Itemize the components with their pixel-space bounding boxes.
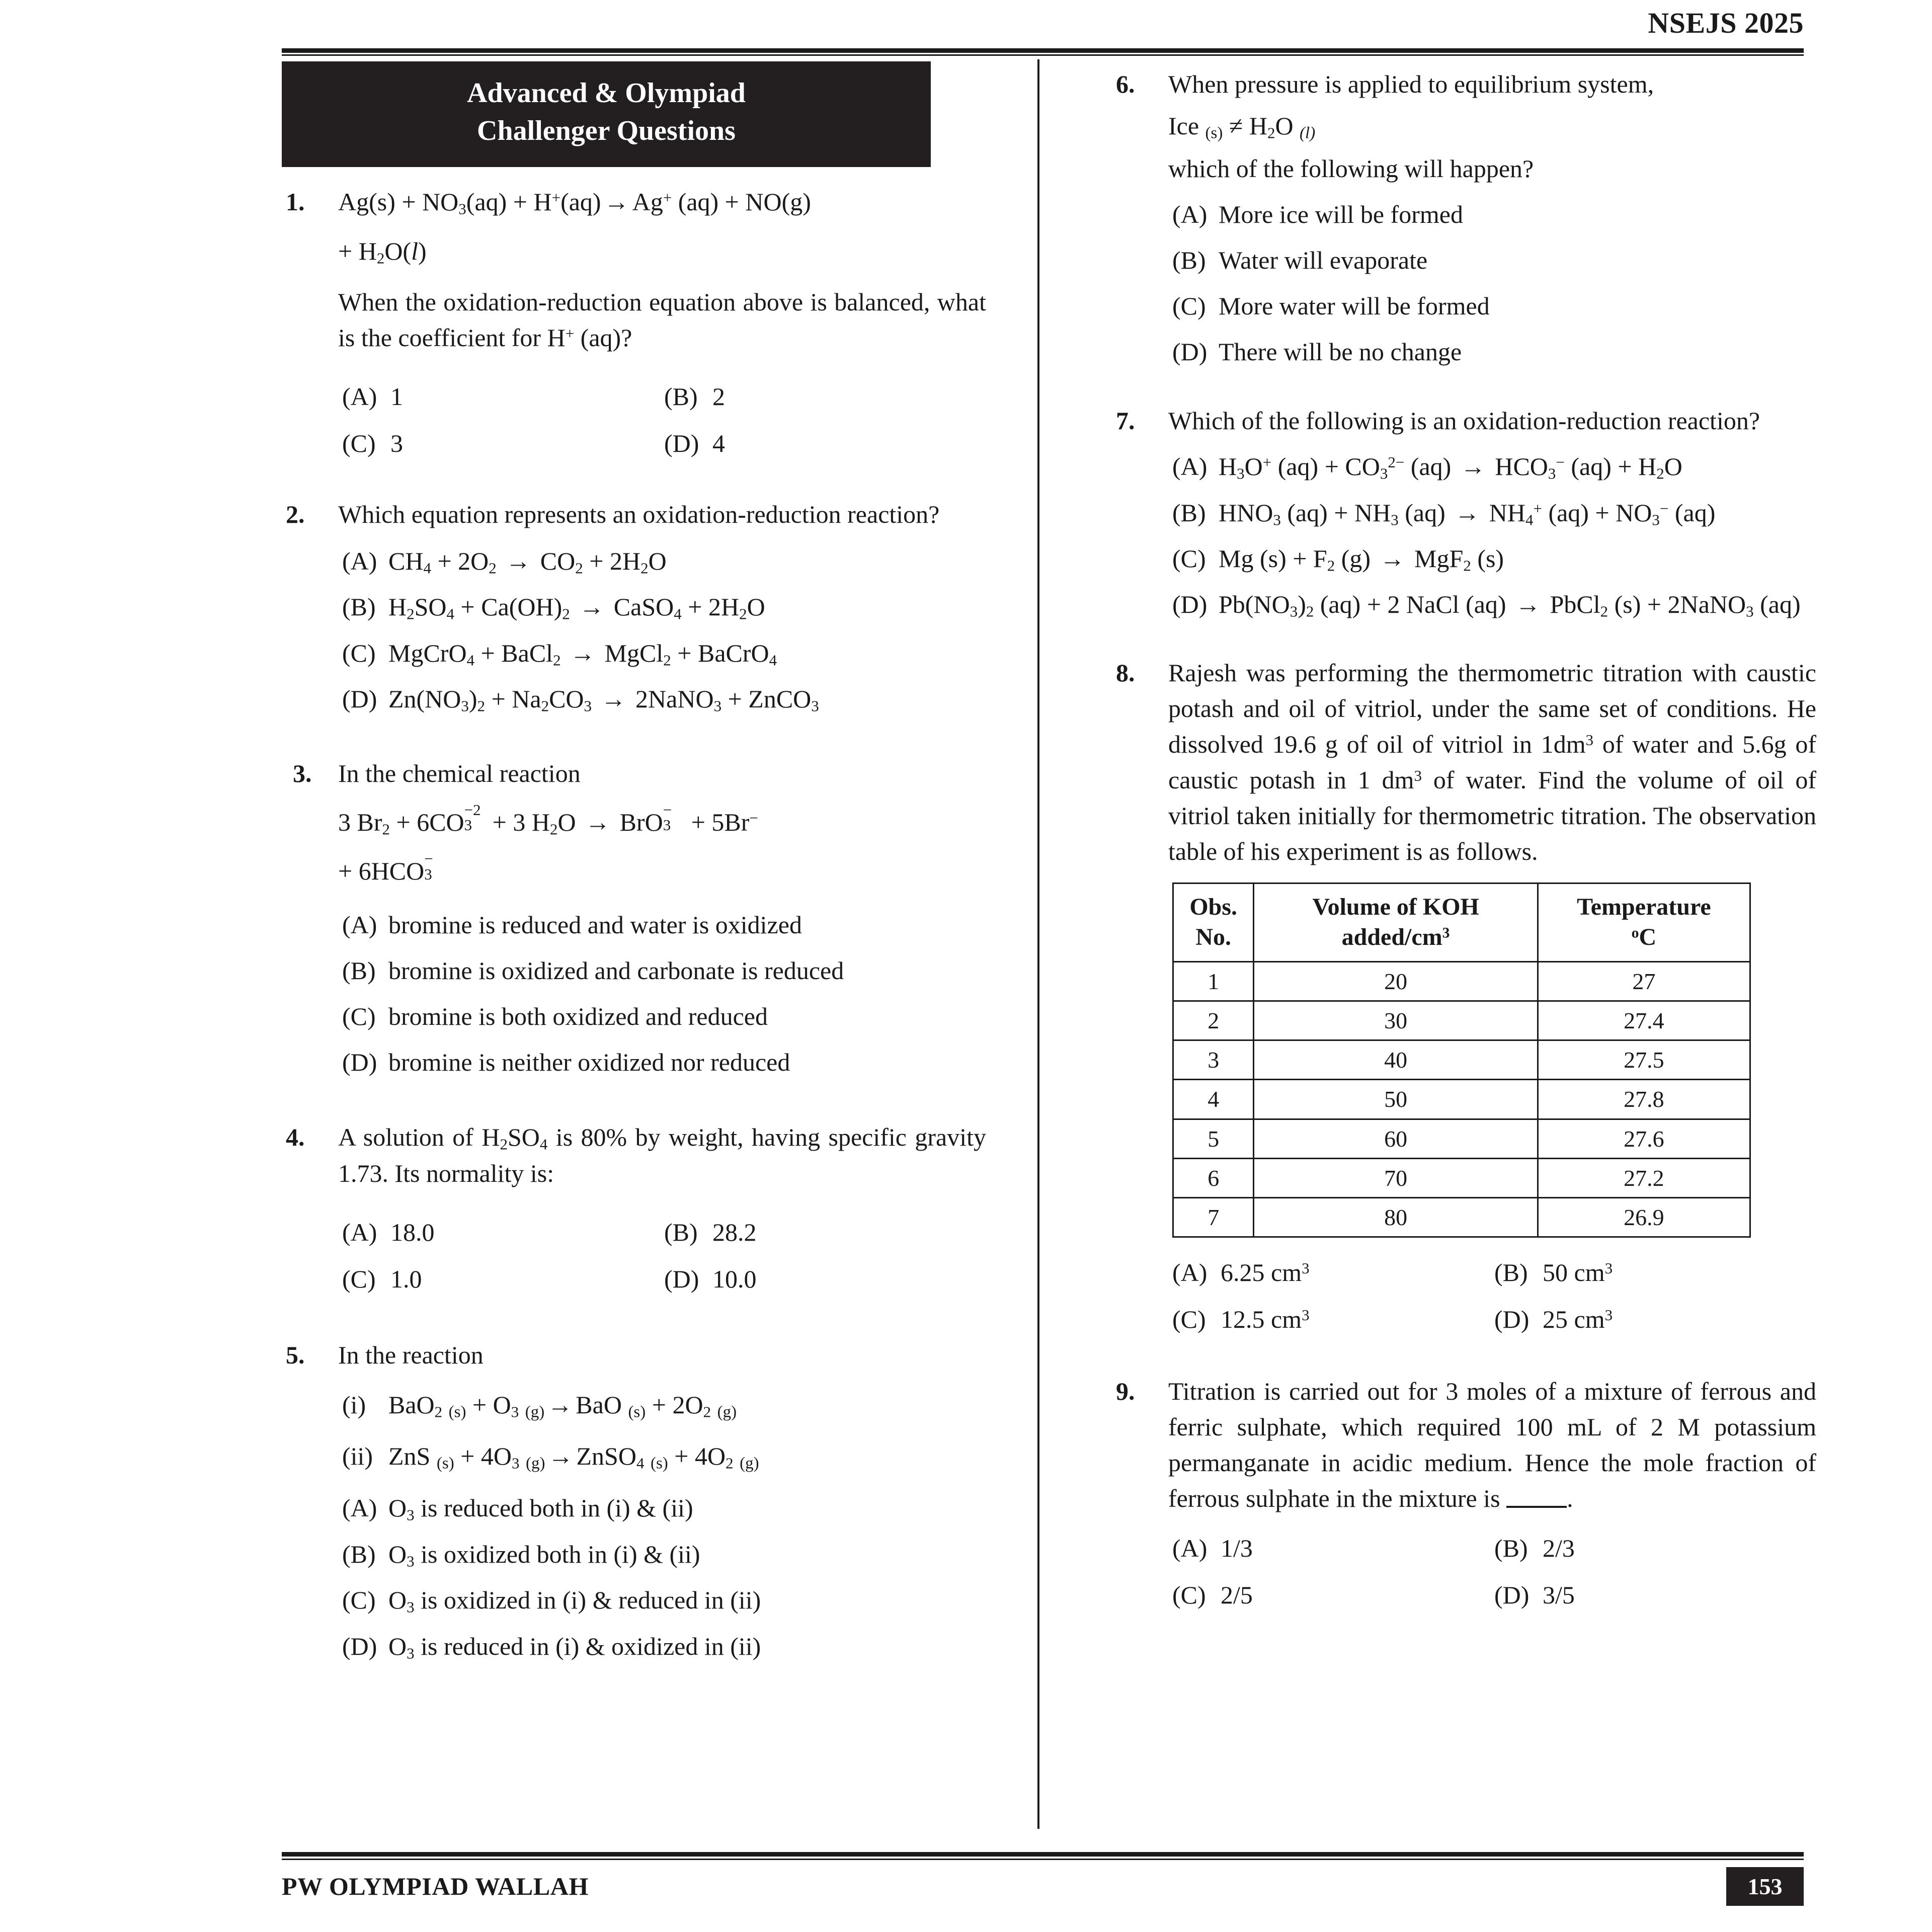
question-5-stem: In the reaction [338,1340,484,1369]
option-text: 2 [712,382,725,411]
option-label: (C) [342,1586,376,1615]
option-label: (B) [664,1218,698,1246]
option-text: $O_3$ is oxidized both in (i) & (ii) [388,1540,700,1570]
eq-frag: (aq) + H [466,188,552,216]
column-header-volume [1254,883,1538,961]
column-header-temperature [1538,883,1750,961]
question-1-equation-line-2 [338,233,986,269]
question-8-stem [1168,655,1816,869]
question-2-stem: Which equation represents an oxidation-reduction reaction? [338,500,940,528]
option-label: (C) [342,429,376,457]
cell-temperature: 27.5 [1538,1040,1750,1080]
option-label: (B) [1172,246,1206,275]
option-sup: 3 [1302,1259,1310,1277]
option-b[interactable] [1168,495,1816,531]
option-text: 18.0 [390,1218,435,1246]
option-text: 1 [390,382,403,411]
option-c[interactable] [1172,1302,1494,1337]
reaction-arrow-icon: → [604,188,629,216]
option-b[interactable] [664,1215,986,1250]
question-9-options [1168,1519,1816,1613]
reaction-arrow-icon: → [506,546,531,575]
option-a[interactable] [342,379,664,415]
option-d[interactable] [338,1629,986,1664]
stem-text: When the oxidation-reduction equation above is balanced, what is the coefficient for H [338,287,986,352]
table-row [1173,961,1750,1001]
question-1-number: 1. [286,188,305,216]
observation-table [1172,882,1751,1238]
table-row [1173,1040,1750,1080]
option-text: 2/3 [1543,1534,1575,1563]
cell-obs: 5 [1173,1119,1254,1158]
cell-volume: 20 [1254,961,1538,1001]
cell-temperature: 27.8 [1538,1080,1750,1119]
option-text: bromine is reduced and water is oxidized [388,911,802,939]
option-label: (D) [1172,338,1208,366]
cell-obs: 6 [1173,1158,1254,1197]
footer-brand: PW OLYMPIAD WALLAH [282,1872,589,1900]
header-line: Volume of KOH [1312,893,1479,920]
question-7-stem: Which of the following is an oxidation-reduction reaction? [1168,407,1760,435]
table-row [1173,1080,1750,1119]
page-number-badge: 153 [1726,1867,1804,1906]
reaction-arrow-icon: → [1460,452,1486,481]
eq-frag: Ag [632,188,663,216]
cell-temperature: 27 [1538,961,1750,1001]
reaction-arrow-icon: → [585,808,611,836]
option-text: More ice will be formed [1219,200,1463,229]
degree-symbol-icon: o [1631,925,1639,942]
stem-tail: (aq)? [574,323,632,352]
option-text: 3/5 [1543,1581,1575,1609]
stem-sub: 4 [539,1135,548,1153]
option-label: (C) [342,1264,376,1293]
option-text: More water will be formed [1219,292,1490,320]
option-d[interactable] [1168,587,1816,622]
option-label: (C) [1172,292,1206,320]
option-label: (A) [1172,452,1208,481]
option-d[interactable] [338,1044,986,1080]
option-a[interactable] [1168,449,1816,485]
question-7-options [1168,449,1816,623]
table-row [1173,1197,1750,1237]
reaction-arrow-icon: → [548,1442,574,1471]
option-label: (C) [342,1002,376,1031]
page-header [282,0,1804,55]
option-equation: $CH_4 + 2O_2 \to CO_2 + 2H_2O$ [388,546,667,577]
eq-sup: + [551,189,561,207]
option-label: (C) [1172,1581,1206,1609]
option-value: 12.5 cm [1221,1305,1302,1334]
reaction-arrow-icon: → [1515,590,1541,619]
option-label: (A) [342,1218,377,1246]
option-label: (D) [342,1632,377,1660]
question-4 [282,1119,986,1297]
option-a[interactable] [1172,1255,1494,1291]
option-text: 1/3 [1221,1534,1253,1563]
table-row [1173,1158,1750,1197]
stem-period: . [1567,1484,1573,1513]
eq-frag: (aq) [560,188,601,216]
stem-sub: 2 [500,1135,508,1153]
option-a[interactable] [1168,197,1816,232]
column-divider [1037,59,1039,1829]
option-label: (A) [1172,200,1208,229]
cell-obs: 4 [1173,1080,1254,1119]
option-d[interactable] [664,1261,986,1297]
option-text: 10.0 [712,1264,757,1293]
cell-volume: 80 [1254,1197,1538,1237]
question-6 [1112,66,1816,370]
option-label: (B) [1494,1534,1528,1563]
cell-temperature: 27.4 [1538,1001,1750,1040]
cell-temperature: 26.9 [1538,1197,1750,1237]
section-banner [282,61,931,167]
option-sup: 3 [1604,1306,1613,1324]
option-label: (A) [342,382,377,411]
eq-frag: O( [384,236,412,265]
option-c[interactable] [1168,541,1816,577]
right-column [1112,59,1816,1829]
option-label: (B) [664,382,698,411]
option-a[interactable] [1172,1531,1494,1566]
option-label: (D) [664,1264,699,1293]
reaction-arrow-icon: → [579,593,605,621]
option-text: bromine is neither oxidized nor reduced [388,1048,790,1077]
option-value: 25 cm [1543,1305,1605,1334]
eq-frag: ) [418,236,427,265]
header-line: C [1639,924,1657,951]
header-line: No. [1195,924,1232,951]
option-equation: $HNO_3$ $(aq) + NH_3$ $(aq) \to NH_4^+$ $(aq) + NO_3^-$ (aq) [1219,498,1716,528]
option-label: (C) [1172,544,1206,573]
option-text: 2/5 [1221,1581,1253,1609]
exam-title: NSEJS 2025 [1648,7,1804,39]
cell-obs: 7 [1173,1197,1254,1237]
two-column-body [282,59,1816,1829]
option-a[interactable] [338,543,986,579]
option-text [1543,1302,1613,1337]
option-c[interactable] [1172,1577,1494,1613]
option-text [1221,1302,1310,1337]
option-b[interactable] [664,379,986,415]
option-a[interactable] [338,907,986,943]
cell-obs: 2 [1173,1001,1254,1040]
reaction-arrow-icon: → [601,685,626,713]
header-line: Obs. [1189,893,1238,920]
question-3-equation-line-1: 3 $Br_2 + 6CO$ −2 3 + 3 $H_2O$ → BrO − 3 + 5Br− [338,800,758,838]
banner-line-1: Advanced & Olympiad [467,77,746,109]
option-label: (D) [664,429,699,457]
option-equation: $H_2SO_4 + Ca(OH)_2$ → CaSO$_4$ + $2H_2O$ [388,593,765,623]
option-c[interactable] [1168,288,1816,324]
header-rule-thick [282,48,1804,53]
question-3-equation-line-2: + 6HCO − 3 [338,853,986,889]
option-text: 28.2 [712,1218,757,1246]
answer-blank [1506,1506,1567,1508]
option-equation: MgCrO$_4$ + BaCl$_2$ → MgCl$_2$ + BaCrO$_4$ [388,638,777,669]
option-equation: $Zn(NO_3)_2 + Na_2CO_3$ → 2NaNO$_3$ + ZnCO$_3$ [388,685,819,715]
question-7 [1112,403,1816,623]
option-label: (A) [1172,1258,1208,1287]
option-b[interactable] [338,589,986,625]
option-text: 4 [712,429,725,457]
stem-sup: + [565,325,575,343]
cell-volume: 70 [1254,1158,1538,1197]
question-9-stem [1168,1374,1816,1516]
option-a[interactable] [338,1490,986,1526]
question-1-stem [338,284,986,356]
stem-text: SO [507,1123,540,1152]
charge-stack: −2 3 [464,800,481,834]
question-6-options [1168,197,1816,370]
question-5-options [338,1490,986,1664]
cell-volume: 30 [1254,1001,1538,1040]
option-text: bromine is oxidized and carbonate is reduced [388,956,844,985]
table-header-row [1173,883,1750,961]
question-1-options [338,368,986,461]
option-text: 1.0 [390,1264,422,1293]
question-2 [282,497,986,717]
option-b[interactable] [338,1537,986,1572]
option-label: (A) [1172,1534,1208,1563]
question-9 [1112,1374,1816,1613]
option-d[interactable] [664,426,986,461]
sub-reaction-label: (i) [342,1390,366,1419]
question-8 [1112,655,1816,1337]
option-text: bromine is both oxidized and reduced [388,1002,768,1031]
footer-rule-thin [282,1859,1804,1860]
option-label: (B) [342,956,376,985]
eq-state: l [411,236,418,265]
option-c[interactable] [338,999,986,1034]
stem-text: is 80% by weight, having specific gravity 1.73. Its normality is: [338,1123,986,1187]
banner-line-2: Challenger Questions [477,115,736,147]
option-label: (B) [342,1540,376,1568]
cell-obs: 3 [1173,1040,1254,1080]
cell-volume: 40 [1254,1040,1538,1080]
question-3-number: 3. [293,759,312,787]
eq-frag: + H [338,236,377,265]
option-label: (C) [1172,1305,1206,1334]
stem-text: Rajesh was performing the thermometric titration with caustic potash and oil of vitriol, under the same set of conditions. He dissolved 19.6 g of oil of vitriol in 1dm [1168,658,1816,758]
question-4-stem [338,1119,986,1191]
option-equation: $Pb(NO_3)_2$ (aq) + 2 NaCl (aq) → PbCl$_2$ (s) + 2NaNO$_3$ (aq) [1219,590,1801,620]
reaction-arrow-icon: → [570,638,596,667]
stem-sup: 3 [1585,731,1594,749]
cell-obs: 1 [1173,961,1254,1001]
option-c[interactable] [342,1261,664,1297]
option-b[interactable] [1168,243,1816,278]
option-d[interactable] [1168,334,1816,370]
option-a[interactable] [342,1215,664,1250]
option-b[interactable] [338,953,986,989]
option-c[interactable] [342,426,664,461]
question-5 [282,1337,986,1664]
stem-text: of water. Find the volume of oil of vitriol taken initially for thermometric titration. The observation table of his experiment is as follows. [1168,765,1816,865]
question-8-number: 8. [1116,658,1135,687]
charge-stack: − 3 [663,800,672,834]
sub-reaction-equation: BaO$_2$ $(s) + O_3$ (g) → BaO $(s) + 2O_2$ (g) [388,1390,737,1421]
option-label: (D) [342,685,377,713]
question-3-options [338,907,986,1080]
option-label: (B) [342,593,376,621]
question-2-number: 2. [286,500,305,528]
reaction-arrow-icon: → [1380,544,1405,573]
option-text: $O_3$ is reduced in (i) & oxidized in (ii) [388,1632,761,1662]
option-equation: Mg $(s) + F_2$ (g) → MgF$_2$ (s) [1219,544,1504,575]
option-value: 6.25 cm [1221,1258,1302,1287]
column-header-obs-no [1173,883,1254,961]
option-text: Water will evaporate [1219,246,1428,275]
cell-temperature: 27.6 [1538,1119,1750,1158]
question-4-number: 4. [286,1123,305,1152]
question-6-number: 6. [1116,70,1135,98]
option-text: $O_3$ is oxidized in (i) & reduced in (ii) [388,1586,761,1616]
question-3 [282,756,986,1080]
option-label: (B) [1494,1258,1528,1287]
cell-temperature: 27.2 [1538,1158,1750,1197]
question-3-stem: In the chemical reaction [338,759,581,787]
option-b[interactable] [1494,1255,1816,1291]
question-9-number: 9. [1116,1377,1135,1406]
eq-frag: Ag(s) + NO [338,188,459,216]
option-label: (D) [1494,1581,1530,1609]
header-rule-thin [282,54,1804,56]
reaction-arrow-icon: → [1455,498,1480,527]
stem-text: A solution of H [338,1123,500,1152]
option-text [1543,1255,1613,1291]
question-1 [282,184,986,461]
cell-volume: 60 [1254,1119,1538,1158]
header-sup: 3 [1442,925,1450,942]
stem-sup: 3 [1414,767,1422,785]
option-label: (A) [342,1494,377,1522]
option-label: (A) [342,911,377,939]
question-5-number: 5. [286,1340,305,1369]
stem-text: of water and 5.6g of caustic potash in 1 dm [1168,730,1816,794]
question-6-stem-line-2: which of the following will happen? [1168,154,1534,183]
eq-sub: 3 [458,200,466,218]
option-c[interactable] [338,1582,986,1618]
header-line: Temperature [1577,893,1711,920]
header-line: added/cm [1341,924,1442,951]
option-label: (C) [342,638,376,667]
option-sup: 3 [1302,1306,1310,1324]
option-equation: $H_3O^+$ $(aq) + CO_3^{2-}$ $(aq) \to HCO_3^-$ $(aq) + H_2O$ [1219,452,1682,482]
stem-text: Titration is carried out for 3 moles of a mixture of ferrous and ferric sulphate, which required 100 mL of 2 M potassium permanganate in acidic medium. Hence the mole fraction of ferrous sulphate in the mixture is [1168,1377,1816,1513]
sub-reaction-equation: ZnS $(s) + 4O_3$ (g) → ZnSO$_4$ $(s) + 4O_2$ (g) [388,1442,759,1473]
option-text: 3 [390,429,403,457]
sub-reaction-i [338,1386,986,1425]
option-d[interactable] [1494,1302,1816,1337]
eq-frag: (aq) + NO(g) [672,188,811,216]
option-label: (B) [1172,498,1206,527]
option-text [1221,1255,1310,1291]
table-row [1173,1001,1750,1040]
cell-volume: 50 [1254,1080,1538,1119]
question-7-number: 7. [1116,407,1135,435]
option-d[interactable] [1494,1577,1816,1613]
eq-sup: + [663,189,672,207]
option-label: (A) [342,546,377,575]
question-4-options [338,1203,986,1297]
charge-stack: − 3 [424,850,433,883]
option-label: (D) [342,1048,377,1077]
question-6-equilibrium-equation: Ice $(s) \ne H_2O$ (l) [1168,112,1316,142]
option-sup: 3 [1604,1259,1613,1277]
equilibrium-arrow-icon: ≠ [1229,112,1243,140]
eq-sub: 2 [376,249,385,267]
reaction-arrow-icon: → [547,1390,573,1419]
option-text: There will be no change [1219,338,1462,366]
footer-rule-thick [282,1852,1804,1857]
option-b[interactable] [1494,1531,1816,1566]
option-label: (D) [1494,1305,1530,1334]
option-d[interactable] [338,681,986,717]
option-text: $O_3$ is reduced both in (i) & (ii) [388,1494,693,1524]
option-c[interactable] [338,635,986,671]
sub-reaction-label: (ii) [342,1442,373,1471]
sub-reaction-ii [338,1437,986,1476]
option-label: (D) [1172,590,1208,619]
question-6-stem-line-1: When pressure is applied to equilibrium system, [1168,70,1654,98]
question-1-equation-line-1 [338,184,986,220]
question-8-options [1168,1244,1816,1337]
left-column [282,59,986,1829]
table-row [1173,1119,1750,1158]
option-value: 50 cm [1543,1258,1605,1287]
question-2-options [338,543,986,717]
